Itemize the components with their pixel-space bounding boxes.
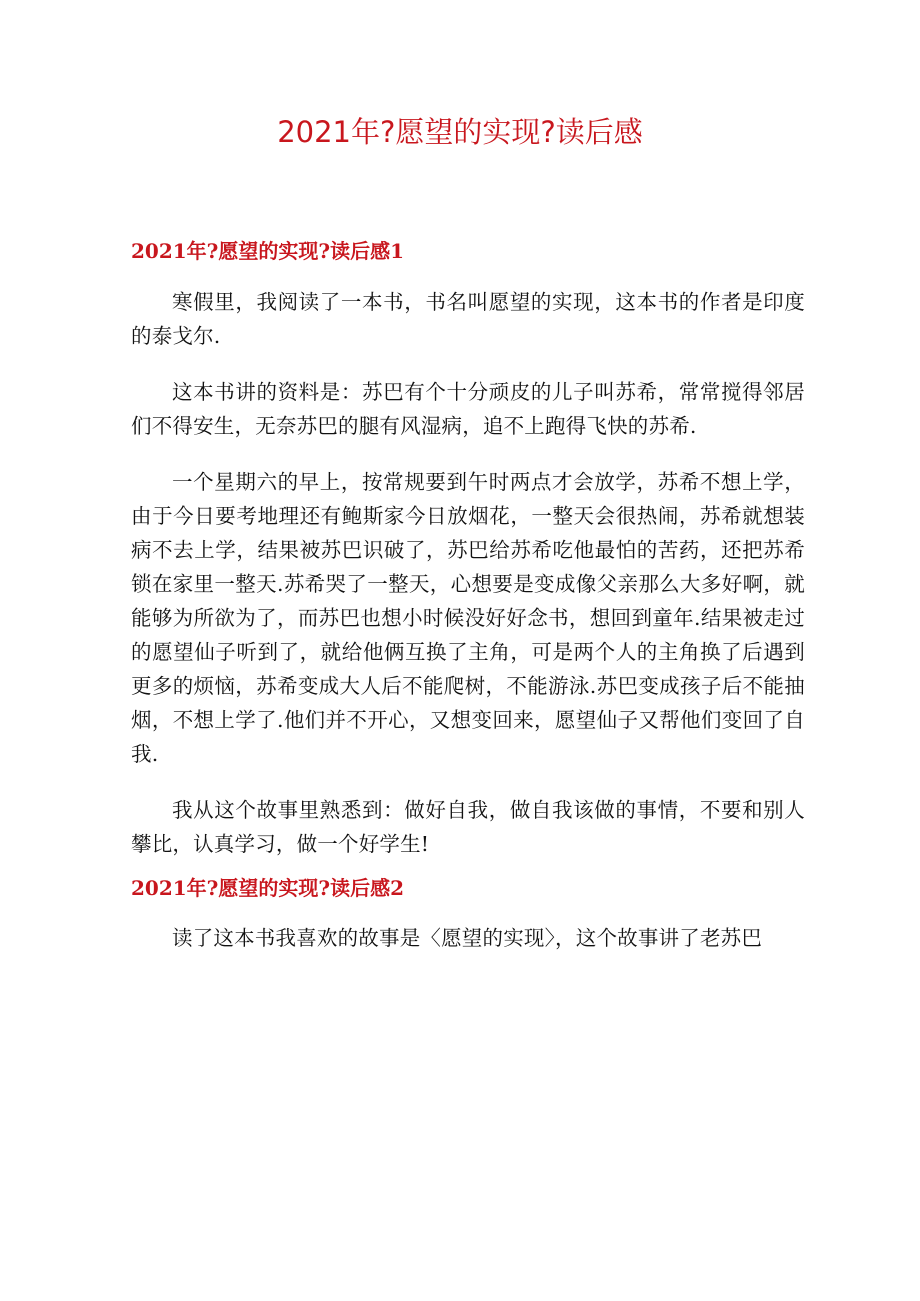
- section-1-paragraph-4: 我从这个故事里熟悉到：做好自我，做自我该做的事情，不要和别人攀比，认真学习，做一个好学生!: [131, 798, 805, 856]
- section-heading-2: 2021年?愿望的实现?读后感2: [131, 876, 405, 900]
- section-heading-1: 2021年?愿望的实现?读后感1: [131, 239, 405, 263]
- section-1-paragraph-2: 这本书讲的资料是：苏巴有个十分顽皮的儿子叫苏希，常常搅得邻居们不得安生，无奈苏巴的腿有风湿病，追不上跑得飞快的苏希.: [131, 380, 805, 438]
- document-body: [131, 236, 805, 977]
- document-title: 2021年?愿望的实现?读后感: [277, 115, 643, 149]
- section-1-paragraph-1: 寒假里，我阅读了一本书，书名叫愿望的实现，这本书的作者是印度的泰戈尔.: [131, 290, 805, 348]
- section-2-paragraph-1: 读了这本书我喜欢的故事是〈愿望的实现〉，这个故事讲了老苏巴: [172, 926, 763, 950]
- section-1-paragraph-3: 一个星期六的早上，按常规要到午时两点才会放学，苏希不想上学，由于今日要考地理还有鲍斯家今日放烟花，一整天会很热闹，苏希就想装病不去上学，结果被苏巴识破了，苏巴给苏希吃他最怕的苦药，还把苏希锁在家里一整天.苏希哭了一整天，心想要是变成像父亲那么大多好啊，就能够为所欲为了，而苏巴也想小时候没好好念书，想回到童年.结果被走过的愿望仙子听到了，就给他俩互换了主角，可是两个人的主角换了后遇到更多的烦恼，苏希变成大人后不能爬树，不能游泳.苏巴变成孩子后不能抽烟，不想上学了.他们并不开心，又想变回来，愿望仙子又帮他们变回了自我.: [131, 470, 805, 766]
